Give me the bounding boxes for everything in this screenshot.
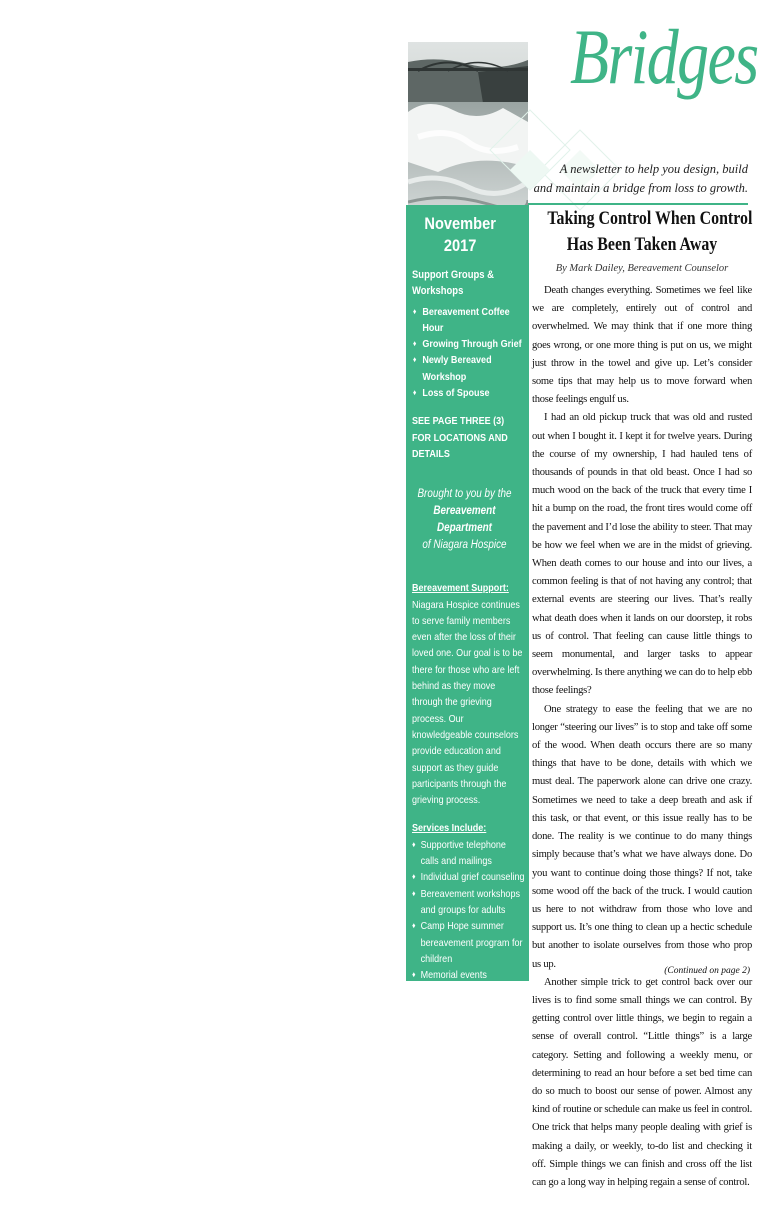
service-item [412, 918, 526, 967]
sidebar [406, 205, 529, 1224]
newsletter-tagline [488, 160, 748, 198]
service-text: Grief Library [420, 1001, 506, 1030]
group-item: ♦ Bereavement Coffee Hour [412, 304, 526, 337]
note-text: Our services are designed for bereavement education and support. They are NOT meant to replace or mitigate mental health counseling or psychotherapy. [412, 1113, 524, 1224]
article-paragraph: One strategy to ease the feeling that we are no longer “steering our lives” is to stop and take off some of the wood. When death occurs there are so many things that have to be done, details with which we must deal. The paperwork alone can drive one crazy. Sometimes we need to take a deep breath and ask if this task, or that event, or this issue really has to be done. The reality is we continue to do many things simply because that’s what we have always done. Do you want to continue doing those things? If not, take some wood off the back of the truck. I would caution us here to not withdraw from those who love and support us. It’s one thing to clean up a hectic schedule but another to isolate ourselves from those who prop us up. [532, 703, 752, 970]
service-item [412, 1032, 526, 1065]
page-note: SEE PAGE THREE (3) FOR LOCATIONS AND DETAILS [412, 415, 508, 460]
article-body [532, 282, 752, 1192]
group-item: ♦ Loss of Spouse [412, 385, 526, 401]
service-text: Bereavement workshops and groups for adults [420, 887, 520, 916]
service-item [412, 1065, 526, 1098]
brought-line: Brought to you by the [417, 488, 512, 501]
service-emphasis: Healing Words [420, 1001, 484, 1014]
service-emphasis: Bridges [420, 1066, 455, 1079]
note-label: Please note: [412, 1113, 466, 1126]
service-item [412, 886, 526, 919]
service-item [412, 1000, 526, 1033]
service-text: Memorial events throughout the year [420, 969, 499, 998]
article-paragraph: I had an old pickup truck that was old and rusted out when I bought it. I kept it for twelve years. During the course of my ownership, I had hauled tens of thousands of pounds in that old beast. Once I had so much wood on the back of the truck that every time I hit a bump on the road, the front tires would come off the pavement and I’d lose the ability to steer. That may be how we feel when we are in the midst of grieving. When death comes to our house and into our lives, a common feeling is that of not having any control; that external events are steering our lives. That’s really what death does when it lands on our doorstep, it robs us of control. That feeling can cause little things to seem monumental, and larger tasks to appear overwhelming. Is there anything we can do to help ebb those feelings? [532, 412, 752, 697]
service-item [412, 967, 526, 1000]
continued-note: (Continued on page 2) [664, 966, 750, 976]
note-paragraph [412, 1111, 526, 1225]
header-rule [528, 203, 748, 205]
service-item [412, 869, 526, 885]
support-label: Bereavement Support: [412, 582, 509, 595]
article-title-line: Taking Control When Control [547, 209, 753, 229]
issue-month: November 2017 [424, 214, 496, 255]
brought-department: Bereavement Department [433, 505, 496, 535]
service-text: monthly newsletter [420, 1066, 489, 1096]
article-title-line: Has Been Taken Away [566, 235, 718, 255]
service-text: Information and referral services [420, 1034, 515, 1063]
newsletter-title: Bridges [570, 13, 758, 100]
main-article [532, 206, 752, 1192]
group-item: ♦ Newly Bereaved Workshop [412, 352, 526, 385]
article-paragraph: Death changes everything. Sometimes we feel like we are completely, entirely out of control and overwhelmed. We may think that if one more thing goes wrong, or one more thing is put on us, we might just throw in the towel and give up. Let’s consider some tips that may help us to move forward when those feelings engulf us. [532, 285, 752, 406]
tagline-line: and maintain a bridge from loss to growth. [533, 181, 748, 195]
group-item: ♦ Growing Through Grief [412, 336, 526, 352]
support-text: Niagara Hospice continues to serve family members even after the loss of their loved one. Our goal is to be there for those who are left behind as they move through the grieving process. Our knowledgeable counselors provide education and support as they guide participants through the grieving process. [412, 598, 523, 807]
article-byline: By Mark Dailey, Bereavement Counselor [555, 263, 729, 274]
service-text: Individual grief counseling [420, 871, 525, 884]
brought-line: of Niagara Hospice [422, 539, 507, 552]
service-item [412, 837, 526, 870]
groups-heading: Support Groups & Workshops [412, 269, 494, 298]
tagline-line: A newsletter to help you design, build [559, 162, 748, 176]
services-label: Services Include: [412, 822, 487, 835]
brought-by [412, 486, 517, 554]
article-paragraph: Another simple trick to get control back over our lives is to find some small things we can control. By getting control over little things, we begin to regain a sense of overall control. “Little things” is a large category. Setting and following a weekly menu, or determining to read an hour before a set bed time can do so much to boost our sense of power. Almost any kind of routine or schedule can make us feel in control. One trick that helps many people dealing with grief is making a daily, or weekly, to-do list and checking it off. Simple things we can finish and cross off the list can go a long way in helping regain a sense of control. [532, 976, 752, 1188]
service-text: Camp Hope summer bereavement program for children [420, 920, 523, 965]
groups-list [412, 304, 526, 402]
service-text: Supportive telephone calls and mailings [420, 838, 506, 868]
services-list [412, 837, 526, 1098]
support-paragraph [412, 580, 526, 808]
